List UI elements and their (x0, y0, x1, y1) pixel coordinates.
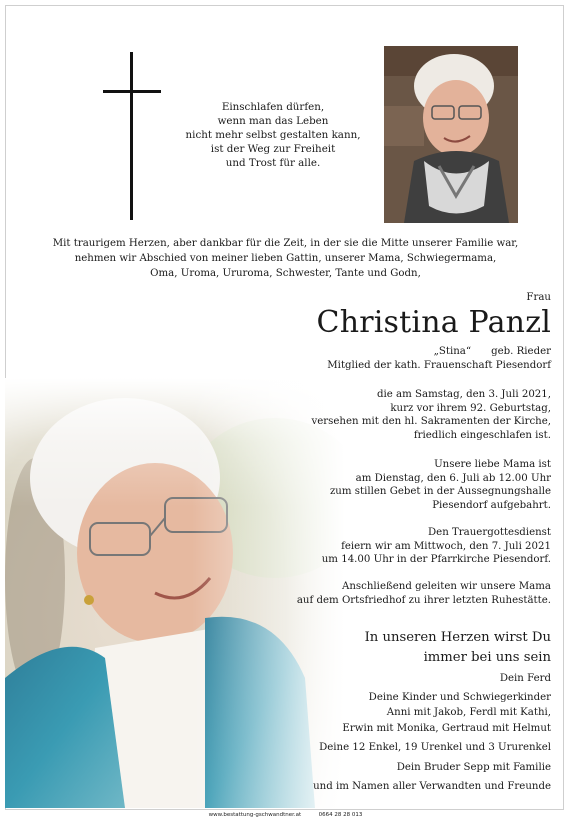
mourner-children-line: Erwin mit Monika, Gertraud mit Helmut (342, 722, 551, 734)
motto (365, 628, 551, 668)
poem-line: wenn man das Leben (217, 115, 329, 127)
prayer-line: Piesendorf aufgebahrt. (432, 499, 551, 511)
cross-icon (103, 52, 161, 220)
intro-text (20, 236, 551, 281)
footer-website: www.bestattung-gschwandtner.at (208, 812, 302, 818)
poem-line: nicht mehr selbst gestalten kann, (185, 129, 361, 141)
death-notice (312, 388, 551, 442)
nickname: „Stina“ (433, 346, 472, 357)
mass-line: um 14.00 Uhr in der Pfarrkirche Piesendorf. (321, 554, 551, 566)
small-portrait-photo (384, 46, 518, 223)
large-portrait-photo (5, 378, 345, 808)
burial-line: auf dem Ortsfriedhof zu ihrer letzten Ruhestätte. (296, 594, 551, 606)
burial-notice (297, 580, 551, 607)
footer (0, 812, 571, 818)
membership: Mitglied der kath. Frauenschaft Piesendorf (327, 359, 551, 371)
mourner-grandchildren: Deine 12 Enkel, 19 Urenkel und 3 Ururenkel (319, 742, 551, 753)
mourner-brother: Dein Bruder Sepp mit Familie (396, 761, 551, 773)
poem (178, 100, 368, 170)
prayer-notice (330, 458, 551, 512)
deceased-name: Christina Panzl (316, 305, 551, 340)
name-details (327, 345, 551, 372)
salutation: Frau (526, 292, 551, 303)
intro-line: Oma, Uroma, Ururoma, Schwester, Tante und Godn, (150, 268, 421, 279)
prayer-line: am Dienstag, den 6. Juli ab 12.00 Uhr (355, 472, 551, 484)
mourner-husband: Dein Ferd (499, 673, 551, 684)
mass-notice (322, 526, 551, 567)
motto-line: In unseren Herzen wirst Du (364, 630, 551, 645)
motto-line: immer bei uns sein (423, 650, 551, 665)
mourner-children-line: Anni mit Jakob, Ferdl mit Kathi, (386, 707, 551, 718)
death-line: kurz vor ihrem 92. Geburtstag, (390, 402, 551, 414)
footer-phone: 0664 28 28 013 (318, 812, 363, 818)
intro-line: nehmen wir Abschied von meiner lieben Gattin, unserer Mama, Schwiegermama, (74, 253, 497, 264)
poem-line: ist der Weg zur Freiheit (210, 143, 336, 155)
mourner-children-title: Deine Kinder und Schwiegerkinder (368, 691, 551, 703)
birth-name: geb. Rieder (491, 346, 551, 357)
death-line: friedlich eingeschlafen ist. (413, 429, 551, 441)
mourners (313, 671, 551, 795)
poem-line: und Trost für alle. (225, 157, 321, 169)
mourner-relatives: und im Namen aller Verwandten und Freunde (313, 781, 551, 792)
death-line: versehen mit den hl. Sakramenten der Kirche, (311, 416, 551, 428)
prayer-line: zum stillen Gebet in der Aussegnungshalle (329, 486, 551, 498)
burial-line: Anschließend geleiten wir unsere Mama (342, 581, 551, 592)
death-line: die am Samstag, den 3. Juli 2021, (377, 389, 551, 400)
mass-line: feiern wir am Mittwoch, den 7. Juli 2021 (341, 540, 551, 552)
prayer-line: Unsere liebe Mama ist (434, 459, 551, 470)
intro-line: Mit traurigem Herzen, aber dankbar für die Zeit, in der sie die Mitte unserer Familie war, (52, 238, 519, 249)
mass-line: Den Trauergottesdienst (428, 527, 551, 538)
poem-line: Einschlafen dürfen, (221, 101, 325, 113)
